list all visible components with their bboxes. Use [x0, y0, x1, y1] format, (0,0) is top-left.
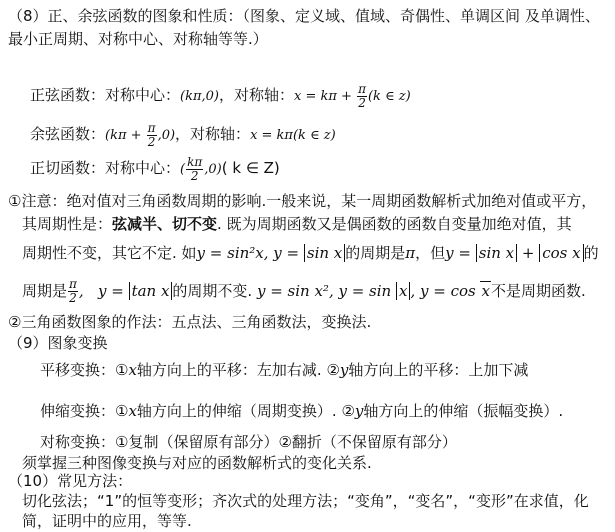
note1-line3-pi: π — [405, 244, 416, 262]
sine-label: 正弦函数：对称中心： — [30, 86, 181, 104]
note1-line4-formula-b: y = sin x², y = sin x , y = cos x — [252, 282, 490, 300]
master-note: 须掌握三种图像变换与对应的函数解析式的变化关系. — [22, 454, 372, 472]
translation-label: 平移变换：① — [40, 361, 129, 379]
cosine-label: 余弦函数： — [30, 125, 106, 143]
note1-line4-pre: 周期是 — [22, 282, 68, 300]
note1-line4-frac: $\frac{\pi}{2}$ — [69, 277, 77, 305]
note1-line3-mid: 的周期是 — [345, 244, 406, 262]
sine-axis-label: ，对称轴： — [218, 86, 294, 104]
tangent-label: 正切函数：对称中心： — [30, 159, 181, 177]
stretch-row — [40, 401, 563, 421]
tangent-row — [30, 153, 280, 185]
stretch-y: y — [354, 402, 364, 420]
section10-line1: 切化弦法；“1”的恒等变形；齐次式的处理方法；“变角”，“变名”，“变形”在求值，化 — [22, 492, 589, 510]
note1-line3-formula-b: y = sin x + cos x — [445, 244, 583, 262]
symmetry-row: 对称变换：①复制（保留原有部分）②翻折（不保留原有部分） — [40, 433, 457, 451]
note1-line4-mid: 的周期不变. — [172, 282, 253, 300]
sine-center-formula: (kπ,0) — [180, 89, 219, 104]
cosine-center-formula: (kπ + $\frac{\pi}{2}$ ,0) — [105, 121, 176, 149]
section10-heading: （10）常见方法： — [8, 472, 133, 490]
sine-axis-formula: x = kπ + $\frac{\pi}{2}$ (k ∈ z) — [294, 82, 411, 110]
note1-line3-mid2: ，但 — [415, 244, 446, 262]
translation-x: x — [128, 361, 137, 379]
note1-line2-post: . 既为周期函数又是偶函数的函数自变量加绝对值，其 — [217, 215, 572, 233]
translation-a: 轴方向上的平移：左加右减. ② — [136, 361, 340, 379]
note1-line2-bold: 弦减半、切不变 — [112, 215, 218, 233]
note1-line3-formula-a: y = sin²x, y = sin x — [197, 244, 346, 262]
translation-row — [40, 360, 528, 380]
section9-heading: （9）图象变换 — [8, 334, 108, 352]
note1-line4-end: 不是周期函数. — [490, 282, 586, 300]
note1-line3-end: 的 — [583, 244, 599, 262]
cosine-row — [30, 119, 336, 151]
note1-line2-pre: 其周期性是： — [22, 215, 113, 233]
note1-line2 — [22, 214, 572, 234]
note1-line4 — [22, 276, 586, 306]
sine-row — [30, 80, 411, 112]
stretch-x: x — [128, 402, 137, 420]
note1-line3-pre: 周期性不变，其它不定. 如 — [22, 244, 197, 262]
section8-heading-line2: 最小正周期、对称中心、对称轴等等.） — [8, 30, 268, 48]
note1-line3 — [22, 241, 599, 265]
stretch-label: 伸缩变换：① — [40, 402, 129, 420]
tangent-tail: ( k ∈ Z) — [221, 159, 280, 177]
translation-y: y — [339, 361, 349, 379]
note1-line4-formula-a: , y = tan x — [79, 282, 173, 300]
cosine-axis-label: ，对称轴： — [175, 125, 251, 143]
section8-heading-line1: （8）正、余弦函数的图象和性质：（图象、定义域、值域、奇偶性、单调区间 及单调性、 — [8, 7, 600, 25]
cosine-axis-formula: x = kπ(k ∈ z) — [250, 128, 336, 143]
stretch-a: 轴方向上的伸缩（周期变换）. ② — [136, 402, 355, 420]
tangent-center-formula: ( $\frac{k\pi}{2}$ ,0) — [180, 155, 222, 183]
translation-b: 轴方向上的平移：上加下减 — [348, 361, 529, 379]
note1-line1: ①注意：绝对值对三角函数周期的影响.一般来说，某一周期函数解析式加绝对值或平方， — [8, 192, 597, 210]
note2: ②三角函数图象的作法：五点法、三角函数法，变换法. — [8, 313, 372, 331]
section10-line2: 简，证明中的应用，等等. — [22, 512, 192, 530]
stretch-b: 轴方向上的伸缩（振幅变换）. — [363, 402, 564, 420]
